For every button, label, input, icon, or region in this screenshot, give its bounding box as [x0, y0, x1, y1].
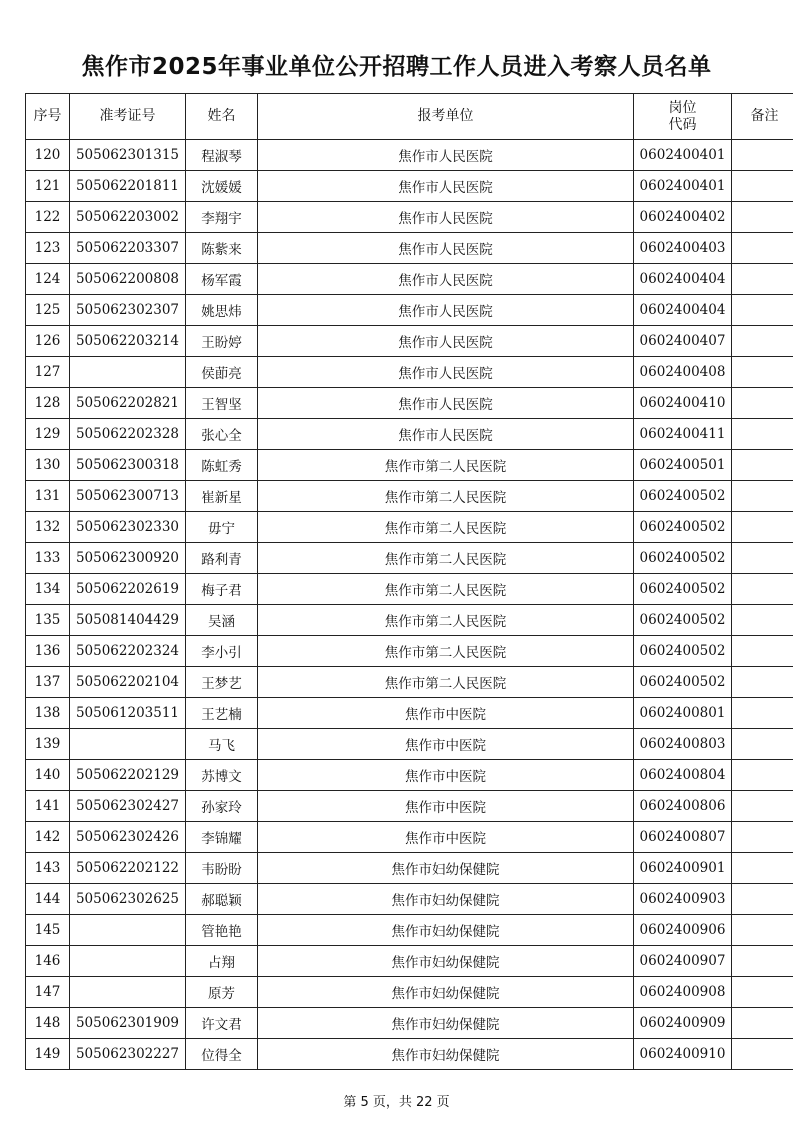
cell-seq: 123 [26, 233, 70, 264]
cell-unit: 焦作市人民医院 [258, 326, 634, 357]
cell-post-code: 0602400910 [634, 1039, 732, 1070]
cell-unit: 焦作市第二人民医院 [258, 574, 634, 605]
cell-unit: 焦作市中医院 [258, 791, 634, 822]
cell-note [732, 264, 793, 295]
cell-seq: 129 [26, 419, 70, 450]
cell-seq: 146 [26, 946, 70, 977]
cell-name: 李锦耀 [186, 822, 258, 853]
cell-seq: 121 [26, 171, 70, 202]
cell-seq: 143 [26, 853, 70, 884]
table-row [26, 636, 793, 667]
cell-name: 杨军霞 [186, 264, 258, 295]
table-row [26, 264, 793, 295]
table-row [26, 822, 793, 853]
cell-exam-no [70, 915, 186, 946]
cell-post-code: 0602400502 [634, 605, 732, 636]
table-row [26, 233, 793, 264]
cell-name: 管艳艳 [186, 915, 258, 946]
cell-post-code: 0602400901 [634, 853, 732, 884]
cell-exam-no: 505062202104 [70, 667, 186, 698]
cell-seq: 135 [26, 605, 70, 636]
cell-exam-no [70, 357, 186, 388]
table-row [26, 419, 793, 450]
cell-note [732, 605, 793, 636]
cell-seq: 145 [26, 915, 70, 946]
cell-note [732, 1039, 793, 1070]
cell-exam-no [70, 729, 186, 760]
cell-name: 郝聪颖 [186, 884, 258, 915]
cell-name: 韦盼盼 [186, 853, 258, 884]
cell-seq: 149 [26, 1039, 70, 1070]
cell-note [732, 884, 793, 915]
cell-post-code: 0602400804 [634, 760, 732, 791]
cell-post-code: 0602400909 [634, 1008, 732, 1039]
cell-seq: 141 [26, 791, 70, 822]
cell-unit: 焦作市中医院 [258, 760, 634, 791]
cell-unit: 焦作市第二人民医院 [258, 512, 634, 543]
cell-unit: 焦作市妇幼保健院 [258, 915, 634, 946]
cell-post-code: 0602400502 [634, 512, 732, 543]
cell-name: 王智坚 [186, 388, 258, 419]
cell-exam-no: 505062202122 [70, 853, 186, 884]
cell-note [732, 202, 793, 233]
cell-post-code: 0602400403 [634, 233, 732, 264]
header-name: 姓名 [186, 94, 258, 140]
cell-note [732, 915, 793, 946]
cell-note [732, 543, 793, 574]
cell-unit: 焦作市妇幼保健院 [258, 884, 634, 915]
cell-name: 占翔 [186, 946, 258, 977]
cell-unit: 焦作市妇幼保健院 [258, 1008, 634, 1039]
cell-unit: 焦作市第二人民医院 [258, 667, 634, 698]
cell-seq: 132 [26, 512, 70, 543]
cell-post-code: 0602400407 [634, 326, 732, 357]
cell-note [732, 667, 793, 698]
cell-seq: 122 [26, 202, 70, 233]
cell-name: 王艺楠 [186, 698, 258, 729]
cell-note [732, 791, 793, 822]
cell-unit: 焦作市人民医院 [258, 388, 634, 419]
cell-unit: 焦作市人民医院 [258, 357, 634, 388]
cell-unit: 焦作市妇幼保健院 [258, 946, 634, 977]
cell-exam-no: 505062203307 [70, 233, 186, 264]
cell-post-code: 0602400907 [634, 946, 732, 977]
cell-exam-no: 505062202324 [70, 636, 186, 667]
cell-exam-no [70, 977, 186, 1008]
cell-exam-no: 505062301315 [70, 140, 186, 171]
cell-exam-no: 505062301909 [70, 1008, 186, 1039]
table-body [26, 140, 793, 1070]
cell-seq: 124 [26, 264, 70, 295]
cell-seq: 142 [26, 822, 70, 853]
table-row [26, 481, 793, 512]
cell-name: 李翔宇 [186, 202, 258, 233]
table-row [26, 853, 793, 884]
cell-unit: 焦作市人民医院 [258, 419, 634, 450]
cell-name: 程淑琴 [186, 140, 258, 171]
table-header-row [26, 94, 793, 140]
table-row [26, 698, 793, 729]
cell-unit: 焦作市中医院 [258, 698, 634, 729]
cell-seq: 136 [26, 636, 70, 667]
cell-post-code: 0602400408 [634, 357, 732, 388]
cell-exam-no: 505062302330 [70, 512, 186, 543]
cell-note [732, 233, 793, 264]
cell-note [732, 636, 793, 667]
cell-name: 路利青 [186, 543, 258, 574]
header-exam-no: 准考证号 [70, 94, 186, 140]
cell-unit: 焦作市第二人民医院 [258, 450, 634, 481]
cell-note [732, 171, 793, 202]
cell-exam-no: 505062200808 [70, 264, 186, 295]
table-row [26, 667, 793, 698]
cell-post-code: 0602400906 [634, 915, 732, 946]
cell-post-code: 0602400502 [634, 543, 732, 574]
header-note: 备注 [732, 94, 793, 140]
cell-unit: 焦作市人民医院 [258, 264, 634, 295]
cell-unit: 焦作市人民医院 [258, 140, 634, 171]
cell-post-code: 0602400803 [634, 729, 732, 760]
cell-post-code: 0602400801 [634, 698, 732, 729]
table-row [26, 729, 793, 760]
cell-exam-no: 505062302307 [70, 295, 186, 326]
cell-seq: 131 [26, 481, 70, 512]
cell-exam-no: 505062202619 [70, 574, 186, 605]
table-row [26, 450, 793, 481]
cell-exam-no [70, 946, 186, 977]
table-row [26, 1039, 793, 1070]
cell-seq: 140 [26, 760, 70, 791]
header-unit: 报考单位 [258, 94, 634, 140]
cell-exam-no: 505062201811 [70, 171, 186, 202]
cell-note [732, 698, 793, 729]
cell-seq: 137 [26, 667, 70, 698]
cell-name: 张心全 [186, 419, 258, 450]
cell-exam-no: 505062302426 [70, 822, 186, 853]
cell-exam-no: 505062202821 [70, 388, 186, 419]
cell-exam-no: 505081404429 [70, 605, 186, 636]
cell-note [732, 729, 793, 760]
cell-post-code: 0602400401 [634, 171, 732, 202]
table-row [26, 884, 793, 915]
cell-seq: 120 [26, 140, 70, 171]
cell-unit: 焦作市第二人民医院 [258, 543, 634, 574]
cell-post-code: 0602400807 [634, 822, 732, 853]
cell-unit: 焦作市中医院 [258, 729, 634, 760]
cell-name: 姚思炜 [186, 295, 258, 326]
cell-unit: 焦作市中医院 [258, 822, 634, 853]
cell-post-code: 0602400903 [634, 884, 732, 915]
cell-exam-no: 505062203002 [70, 202, 186, 233]
cell-name: 陈紫来 [186, 233, 258, 264]
cell-name: 侯莭亮 [186, 357, 258, 388]
header-post-code [634, 94, 732, 140]
cell-seq: 144 [26, 884, 70, 915]
cell-note [732, 853, 793, 884]
table-row [26, 605, 793, 636]
cell-post-code: 0602400806 [634, 791, 732, 822]
cell-exam-no: 505062202129 [70, 760, 186, 791]
cell-name: 崔新星 [186, 481, 258, 512]
cell-post-code: 0602400410 [634, 388, 732, 419]
cell-name: 苏博文 [186, 760, 258, 791]
cell-name: 王梦艺 [186, 667, 258, 698]
cell-note [732, 388, 793, 419]
cell-name: 原芳 [186, 977, 258, 1008]
cell-unit: 焦作市妇幼保健院 [258, 1039, 634, 1070]
cell-seq: 125 [26, 295, 70, 326]
table-row [26, 915, 793, 946]
cell-exam-no: 505062302625 [70, 884, 186, 915]
table-row [26, 543, 793, 574]
page-footer: 第 5 页，共 22 页 [343, 1095, 450, 1110]
cell-note [732, 512, 793, 543]
cell-unit: 焦作市人民医院 [258, 233, 634, 264]
header-post-code-line1: 岗位 [668, 99, 697, 116]
page-title: 焦作市2025年事业单位公开招聘工作人员进入考察人员名单 [81, 54, 712, 80]
cell-post-code: 0602400404 [634, 295, 732, 326]
cell-seq: 148 [26, 1008, 70, 1039]
cell-exam-no: 505062300920 [70, 543, 186, 574]
cell-exam-no: 505061203511 [70, 698, 186, 729]
cell-seq: 127 [26, 357, 70, 388]
cell-post-code: 0602400411 [634, 419, 732, 450]
cell-post-code: 0602400401 [634, 140, 732, 171]
cell-note [732, 574, 793, 605]
cell-seq: 147 [26, 977, 70, 1008]
cell-post-code: 0602400402 [634, 202, 732, 233]
cell-exam-no: 505062300713 [70, 481, 186, 512]
cell-seq: 134 [26, 574, 70, 605]
table-row [26, 977, 793, 1008]
cell-note [732, 822, 793, 853]
cell-note [732, 357, 793, 388]
cell-unit: 焦作市人民医院 [258, 295, 634, 326]
header-post-code-line2: 代码 [668, 116, 697, 133]
cell-unit: 焦作市第二人民医院 [258, 481, 634, 512]
cell-unit: 焦作市第二人民医院 [258, 636, 634, 667]
cell-name: 马飞 [186, 729, 258, 760]
cell-seq: 128 [26, 388, 70, 419]
table-row [26, 357, 793, 388]
cell-seq: 133 [26, 543, 70, 574]
cell-name: 许文君 [186, 1008, 258, 1039]
cell-exam-no: 505062302227 [70, 1039, 186, 1070]
cell-post-code: 0602400502 [634, 636, 732, 667]
cell-seq: 138 [26, 698, 70, 729]
cell-post-code: 0602400404 [634, 264, 732, 295]
cell-note [732, 450, 793, 481]
cell-name: 孙家玲 [186, 791, 258, 822]
cell-name: 王盼婷 [186, 326, 258, 357]
cell-note [732, 295, 793, 326]
cell-exam-no: 505062202328 [70, 419, 186, 450]
cell-unit: 焦作市第二人民医院 [258, 605, 634, 636]
table-row [26, 946, 793, 977]
table-row [26, 760, 793, 791]
cell-name: 毋宁 [186, 512, 258, 543]
cell-unit: 焦作市人民医院 [258, 202, 634, 233]
cell-name: 吴涵 [186, 605, 258, 636]
cell-name: 李小引 [186, 636, 258, 667]
cell-note [732, 481, 793, 512]
table-row [26, 171, 793, 202]
cell-seq: 126 [26, 326, 70, 357]
table-row [26, 512, 793, 543]
cell-post-code: 0602400501 [634, 450, 732, 481]
table-row [26, 388, 793, 419]
cell-exam-no: 505062203214 [70, 326, 186, 357]
cell-name: 陈虹秀 [186, 450, 258, 481]
cell-note [732, 946, 793, 977]
cell-post-code: 0602400502 [634, 574, 732, 605]
cell-post-code: 0602400908 [634, 977, 732, 1008]
candidate-table [25, 93, 793, 1070]
cell-note [732, 326, 793, 357]
header-seq: 序号 [26, 94, 70, 140]
cell-exam-no: 505062302427 [70, 791, 186, 822]
table-row [26, 202, 793, 233]
table-row [26, 140, 793, 171]
table-row [26, 295, 793, 326]
cell-name: 位得全 [186, 1039, 258, 1070]
cell-note [732, 419, 793, 450]
table-row [26, 326, 793, 357]
cell-name: 沈媛媛 [186, 171, 258, 202]
cell-unit: 焦作市妇幼保健院 [258, 977, 634, 1008]
table-row [26, 574, 793, 605]
cell-note [732, 140, 793, 171]
cell-note [732, 977, 793, 1008]
cell-post-code: 0602400502 [634, 481, 732, 512]
cell-unit: 焦作市妇幼保健院 [258, 853, 634, 884]
cell-post-code: 0602400502 [634, 667, 732, 698]
cell-seq: 130 [26, 450, 70, 481]
cell-note [732, 1008, 793, 1039]
cell-seq: 139 [26, 729, 70, 760]
cell-note [732, 760, 793, 791]
cell-name: 梅子君 [186, 574, 258, 605]
cell-unit: 焦作市人民医院 [258, 171, 634, 202]
table-row [26, 1008, 793, 1039]
cell-exam-no: 505062300318 [70, 450, 186, 481]
table-row [26, 791, 793, 822]
